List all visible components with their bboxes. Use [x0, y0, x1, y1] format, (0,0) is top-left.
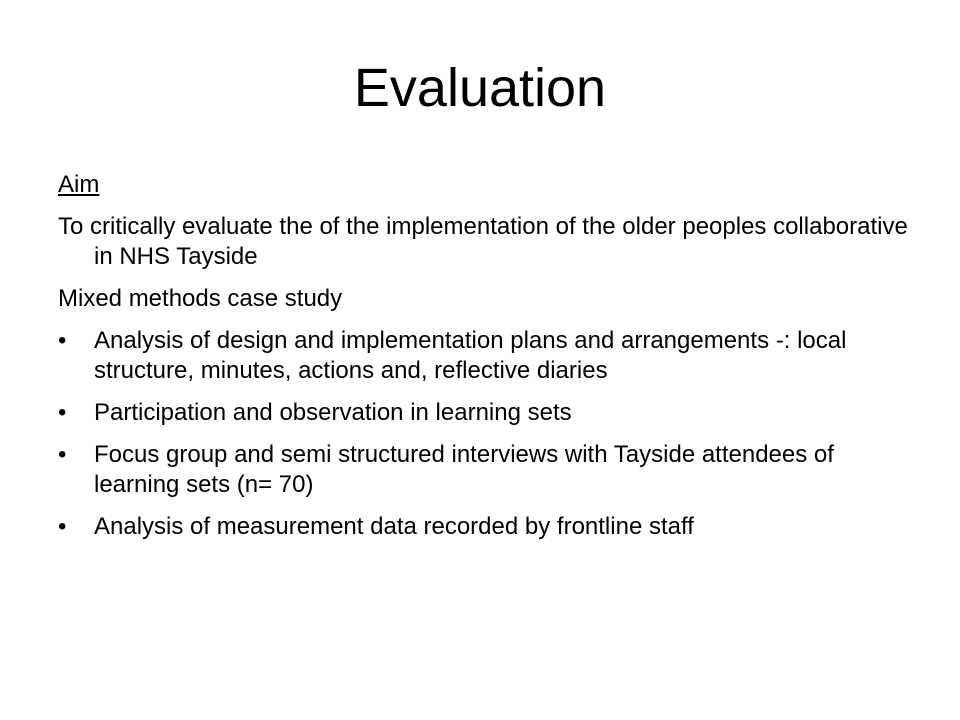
aim-text: To critically evaluate the of the implementation of the older peoples collaborative in NHS Tayside [58, 213, 908, 270]
bullet-mark: • [58, 327, 67, 354]
bullet-mark: • [58, 399, 67, 426]
bullet-text: Analysis of design and implementation plans and arrangements -: local structure, minutes, actions and, reflective diaries [94, 327, 847, 384]
aim-heading: Aim [58, 171, 100, 198]
slide-body [58, 170, 918, 554]
bullet-text: Participation and observation in learning sets [94, 399, 572, 426]
bullet-text: Focus group and semi structured interviews with Tayside attendees of learning sets (n= 70) [94, 441, 834, 498]
slide-title: Evaluation [353, 58, 607, 118]
method-text: Mixed methods case study [58, 285, 343, 312]
bullet-text: Analysis of measurement data recorded by frontline staff [94, 513, 694, 540]
bullet-item-design-analysis [58, 326, 918, 386]
bullet-item-measurement-data [58, 512, 918, 542]
bullet-mark: • [58, 513, 67, 540]
bullet-item-focus-group [58, 440, 918, 500]
bullet-mark: • [58, 441, 67, 468]
bullet-item-participation [58, 398, 918, 428]
